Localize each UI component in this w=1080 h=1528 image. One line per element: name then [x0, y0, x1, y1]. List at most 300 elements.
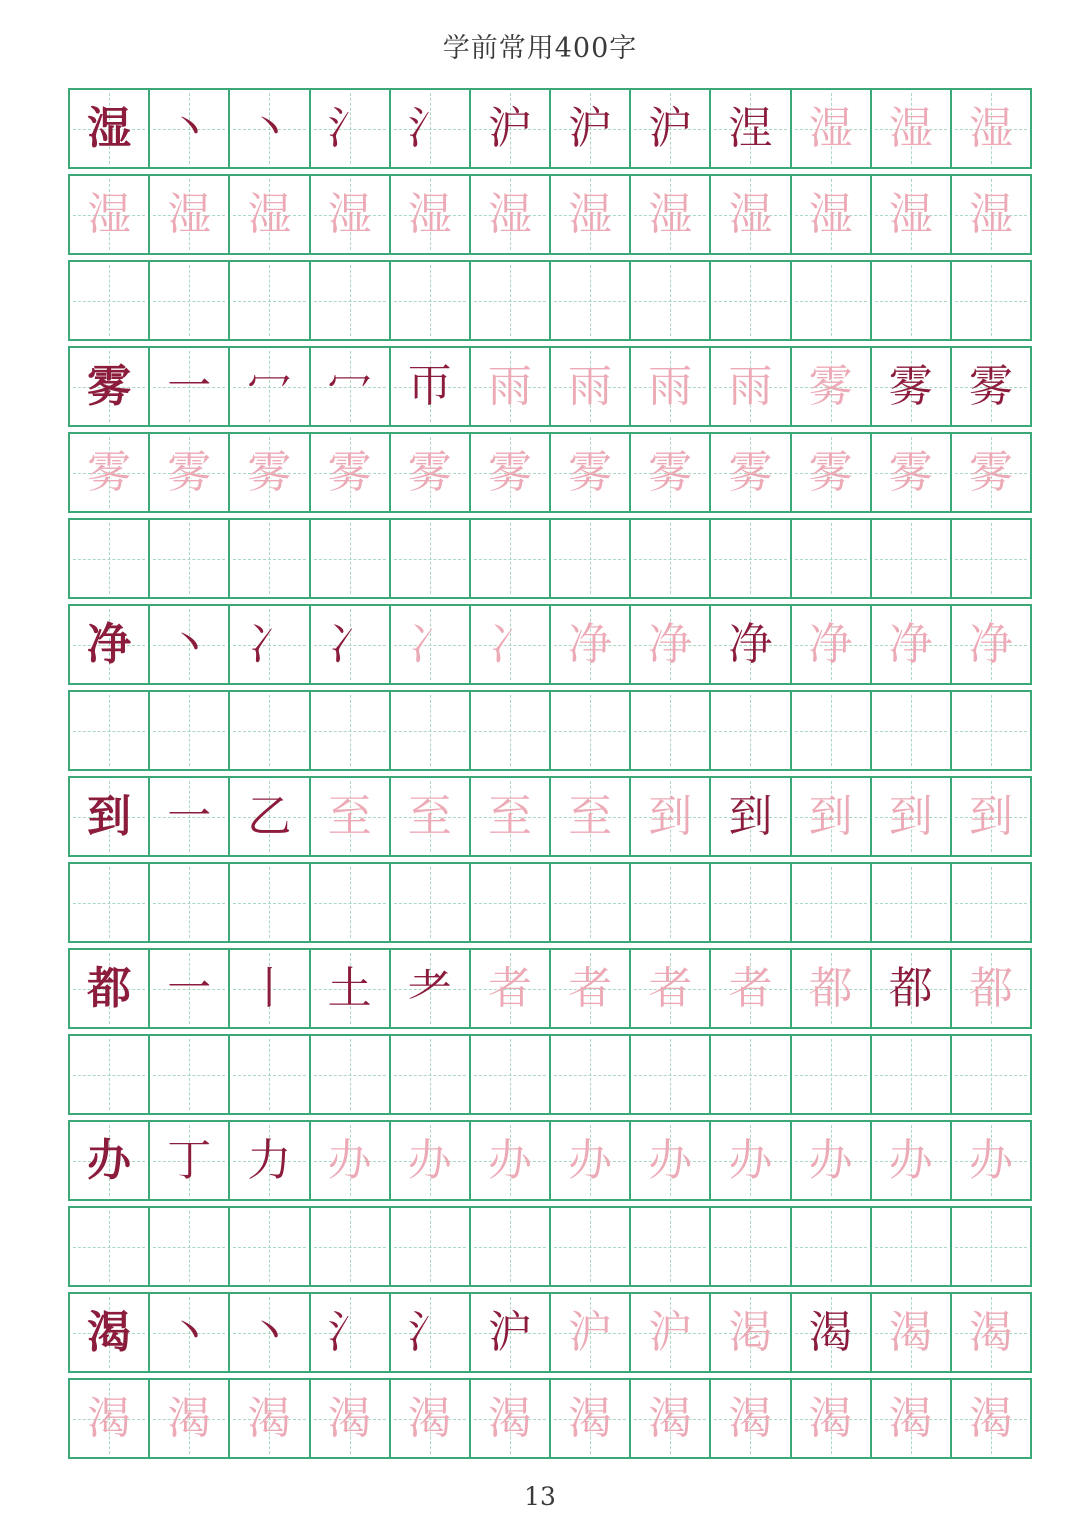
stroke-cell: [790, 950, 870, 1027]
character-glyph: 一: [167, 360, 212, 412]
character-glyph: 雾: [888, 360, 933, 412]
stroke-cell: [870, 434, 950, 511]
character-glyph: 办: [968, 1134, 1013, 1186]
stroke-cell: [309, 606, 389, 683]
stroke-cell: [70, 434, 148, 511]
stroke-cell: [629, 1294, 709, 1371]
blank-writing-cell[interactable]: [228, 520, 308, 597]
character-glyph: 净: [87, 618, 132, 670]
blank-writing-cell[interactable]: [309, 864, 389, 941]
character-glyph: 雨: [568, 360, 613, 412]
character-glyph: 湿: [648, 188, 693, 240]
stroke-cell: [709, 778, 789, 855]
character-glyph: 湿: [888, 102, 933, 154]
character-glyph: 湿: [167, 188, 212, 240]
blank-writing-cell[interactable]: [389, 692, 469, 769]
blank-writing-cell[interactable]: [70, 262, 148, 339]
stroke-cell: [389, 606, 469, 683]
blank-writing-cell[interactable]: [549, 262, 629, 339]
model-character-cell: [70, 606, 148, 683]
stroke-cell: [950, 434, 1030, 511]
blank-writing-cell[interactable]: [870, 1036, 950, 1113]
blank-writing-cell[interactable]: [228, 1036, 308, 1113]
stroke-cell: [389, 90, 469, 167]
model-character-cell: [70, 1122, 148, 1199]
character-glyph: 乙: [247, 790, 292, 842]
character-glyph: 雾: [808, 446, 853, 498]
character-glyph: 氵: [407, 102, 452, 154]
practice-row-strokes: [68, 776, 1032, 857]
blank-writing-cell[interactable]: [549, 520, 629, 597]
character-glyph: 到: [87, 790, 132, 842]
character-glyph: 丶: [167, 1306, 212, 1358]
practice-grid: [68, 88, 1032, 1464]
character-glyph: 雾: [968, 360, 1013, 412]
stroke-cell: [870, 1380, 950, 1457]
stroke-cell: [70, 176, 148, 253]
character-glyph: 湿: [568, 188, 613, 240]
character-glyph: 到: [968, 790, 1013, 842]
blank-writing-cell[interactable]: [629, 1208, 709, 1285]
model-character-cell: [70, 348, 148, 425]
stroke-cell: [709, 90, 789, 167]
character-glyph: 冫: [247, 618, 292, 670]
stroke-cell: [389, 950, 469, 1027]
character-glyph: 沪: [568, 1306, 613, 1358]
character-glyph: 湿: [87, 102, 132, 154]
blank-writing-cell[interactable]: [549, 692, 629, 769]
stroke-cell: [389, 1380, 469, 1457]
blank-writing-cell[interactable]: [629, 692, 709, 769]
character-glyph: 办: [808, 1134, 853, 1186]
blank-writing-cell[interactable]: [549, 1208, 629, 1285]
stroke-cell: [228, 90, 308, 167]
character-glyph: 者: [648, 962, 693, 1014]
blank-writing-cell[interactable]: [790, 262, 870, 339]
character-glyph: 丨: [247, 962, 292, 1014]
character-glyph: 土: [327, 962, 372, 1014]
character-glyph: 至: [487, 790, 532, 842]
stroke-cell: [549, 1294, 629, 1371]
character-glyph: 净: [888, 618, 933, 670]
stroke-cell: [148, 950, 228, 1027]
stroke-cell: [950, 1294, 1030, 1371]
blank-writing-cell[interactable]: [709, 1036, 789, 1113]
practice-row-blank: [68, 1206, 1032, 1287]
stroke-cell: [549, 434, 629, 511]
stroke-cell: [228, 176, 308, 253]
blank-writing-cell[interactable]: [790, 1208, 870, 1285]
stroke-cell: [549, 348, 629, 425]
stroke-cell: [309, 950, 389, 1027]
character-glyph: 到: [888, 790, 933, 842]
page-number: 13: [524, 1482, 556, 1511]
blank-writing-cell[interactable]: [469, 1208, 549, 1285]
blank-writing-cell[interactable]: [790, 692, 870, 769]
stroke-cell: [549, 1122, 629, 1199]
blank-writing-cell[interactable]: [870, 864, 950, 941]
blank-writing-cell[interactable]: [790, 1036, 870, 1113]
stroke-cell: [389, 1122, 469, 1199]
character-glyph: 渴: [888, 1306, 933, 1358]
stroke-cell: [870, 1294, 950, 1371]
blank-writing-cell[interactable]: [870, 1208, 950, 1285]
blank-writing-cell[interactable]: [389, 864, 469, 941]
character-glyph: 办: [888, 1134, 933, 1186]
character-glyph: 渴: [87, 1306, 132, 1358]
character-glyph: 办: [407, 1134, 452, 1186]
stroke-cell: [870, 606, 950, 683]
stroke-cell: [549, 778, 629, 855]
blank-writing-cell[interactable]: [389, 1208, 469, 1285]
stroke-cell: [790, 778, 870, 855]
character-glyph: 湿: [808, 102, 853, 154]
stroke-cell: [950, 176, 1030, 253]
character-glyph: 丶: [247, 102, 292, 154]
character-glyph: 雾: [568, 446, 613, 498]
blank-writing-cell[interactable]: [629, 262, 709, 339]
stroke-cell: [469, 90, 549, 167]
blank-writing-cell[interactable]: [950, 1036, 1030, 1113]
character-glyph: 冫: [407, 618, 452, 670]
practice-row-strokes: [68, 1120, 1032, 1201]
character-glyph: 丶: [167, 102, 212, 154]
character-glyph: 渴: [808, 1306, 853, 1358]
character-glyph: 到: [728, 790, 773, 842]
stroke-cell: [228, 1122, 308, 1199]
stroke-cell: [469, 1380, 549, 1457]
character-glyph: 雾: [327, 446, 372, 498]
practice-row-trace: [68, 432, 1032, 513]
stroke-cell: [790, 434, 870, 511]
character-glyph: 湿: [247, 188, 292, 240]
stroke-cell: [629, 606, 709, 683]
practice-row-blank: [68, 690, 1032, 771]
blank-writing-cell[interactable]: [228, 692, 308, 769]
practice-row-blank: [68, 862, 1032, 943]
stroke-cell: [228, 950, 308, 1027]
character-glyph: 渴: [87, 1392, 132, 1444]
character-glyph: 丁: [167, 1134, 212, 1186]
character-glyph: 沪: [648, 102, 693, 154]
character-glyph: 雨: [487, 360, 532, 412]
character-glyph: 雾: [87, 446, 132, 498]
character-glyph: 渴: [407, 1392, 452, 1444]
blank-writing-cell[interactable]: [790, 864, 870, 941]
character-glyph: 沪: [487, 102, 532, 154]
stroke-cell: [950, 90, 1030, 167]
stroke-cell: [469, 950, 549, 1027]
blank-writing-cell[interactable]: [148, 864, 228, 941]
character-glyph: 雨: [728, 360, 773, 412]
character-glyph: 渴: [888, 1392, 933, 1444]
stroke-cell: [148, 1294, 228, 1371]
blank-writing-cell[interactable]: [228, 1208, 308, 1285]
stroke-cell: [469, 1294, 549, 1371]
character-glyph: 渴: [968, 1306, 1013, 1358]
character-glyph: 渴: [327, 1392, 372, 1444]
stroke-cell: [870, 90, 950, 167]
character-glyph: 渴: [487, 1392, 532, 1444]
stroke-cell: [790, 176, 870, 253]
character-glyph: 者: [728, 962, 773, 1014]
stroke-cell: [309, 348, 389, 425]
blank-writing-cell[interactable]: [549, 864, 629, 941]
blank-writing-cell[interactable]: [709, 262, 789, 339]
model-character-cell: [70, 90, 148, 167]
blank-writing-cell[interactable]: [148, 520, 228, 597]
stroke-cell: [469, 176, 549, 253]
character-glyph: 雾: [968, 446, 1013, 498]
character-glyph: 雾: [808, 360, 853, 412]
blank-writing-cell[interactable]: [709, 864, 789, 941]
character-glyph: 都: [888, 962, 933, 1014]
blank-writing-cell[interactable]: [309, 262, 389, 339]
blank-writing-cell[interactable]: [389, 520, 469, 597]
stroke-cell: [629, 778, 709, 855]
character-glyph: 涅: [728, 102, 773, 154]
blank-writing-cell[interactable]: [70, 1036, 148, 1113]
stroke-cell: [870, 778, 950, 855]
blank-writing-cell[interactable]: [549, 1036, 629, 1113]
stroke-cell: [549, 1380, 629, 1457]
character-glyph: 湿: [87, 188, 132, 240]
practice-row-trace: [68, 1378, 1032, 1459]
practice-row-blank: [68, 518, 1032, 599]
character-glyph: 帀: [407, 360, 452, 412]
character-glyph: 氵: [327, 1306, 372, 1358]
stroke-cell: [228, 778, 308, 855]
stroke-cell: [148, 1122, 228, 1199]
character-glyph: 都: [87, 962, 132, 1014]
stroke-cell: [389, 778, 469, 855]
character-glyph: 湿: [728, 188, 773, 240]
blank-writing-cell[interactable]: [469, 692, 549, 769]
character-glyph: 氵: [407, 1306, 452, 1358]
character-glyph: 办: [87, 1134, 132, 1186]
character-glyph: 沪: [648, 1306, 693, 1358]
stroke-cell: [950, 1380, 1030, 1457]
blank-writing-cell[interactable]: [950, 262, 1030, 339]
blank-writing-cell[interactable]: [309, 1208, 389, 1285]
stroke-cell: [228, 434, 308, 511]
character-glyph: 净: [648, 618, 693, 670]
practice-row-strokes: [68, 1292, 1032, 1373]
stroke-cell: [629, 1122, 709, 1199]
character-glyph: 湿: [407, 188, 452, 240]
blank-writing-cell[interactable]: [70, 520, 148, 597]
character-glyph: 渴: [648, 1392, 693, 1444]
character-glyph: 办: [487, 1134, 532, 1186]
blank-writing-cell[interactable]: [709, 692, 789, 769]
stroke-cell: [790, 1294, 870, 1371]
character-glyph: 净: [568, 618, 613, 670]
character-glyph: 渴: [968, 1392, 1013, 1444]
blank-writing-cell[interactable]: [148, 1208, 228, 1285]
stroke-cell: [549, 606, 629, 683]
blank-writing-cell[interactable]: [709, 520, 789, 597]
practice-row-strokes: [68, 604, 1032, 685]
character-glyph: 一: [167, 790, 212, 842]
character-glyph: 者: [487, 962, 532, 1014]
blank-writing-cell[interactable]: [469, 262, 549, 339]
blank-writing-cell[interactable]: [790, 520, 870, 597]
stroke-cell: [629, 348, 709, 425]
character-glyph: 办: [728, 1134, 773, 1186]
blank-writing-cell[interactable]: [870, 692, 950, 769]
stroke-cell: [148, 348, 228, 425]
character-glyph: 渴: [167, 1392, 212, 1444]
character-glyph: 一: [167, 962, 212, 1014]
character-glyph: 渴: [247, 1392, 292, 1444]
stroke-cell: [629, 176, 709, 253]
stroke-cell: [389, 434, 469, 511]
practice-row-strokes: [68, 948, 1032, 1029]
stroke-cell: [309, 778, 389, 855]
blank-writing-cell[interactable]: [870, 520, 950, 597]
stroke-cell: [950, 606, 1030, 683]
blank-writing-cell[interactable]: [389, 262, 469, 339]
blank-writing-cell[interactable]: [148, 1036, 228, 1113]
model-character-cell: [70, 778, 148, 855]
stroke-cell: [148, 1380, 228, 1457]
stroke-cell: [309, 1380, 389, 1457]
character-glyph: 渇: [728, 1306, 773, 1358]
character-glyph: 办: [568, 1134, 613, 1186]
stroke-cell: [469, 606, 549, 683]
blank-writing-cell[interactable]: [309, 1036, 389, 1113]
character-glyph: 湿: [808, 188, 853, 240]
stroke-cell: [950, 950, 1030, 1027]
stroke-cell: [709, 434, 789, 511]
blank-writing-cell[interactable]: [950, 520, 1030, 597]
stroke-cell: [549, 90, 629, 167]
stroke-cell: [709, 176, 789, 253]
blank-writing-cell[interactable]: [469, 1036, 549, 1113]
blank-writing-cell[interactable]: [629, 864, 709, 941]
stroke-cell: [790, 1380, 870, 1457]
blank-writing-cell[interactable]: [389, 1036, 469, 1113]
character-glyph: 沪: [568, 102, 613, 154]
stroke-cell: [309, 90, 389, 167]
stroke-cell: [309, 176, 389, 253]
blank-writing-cell[interactable]: [629, 520, 709, 597]
stroke-cell: [228, 348, 308, 425]
blank-writing-cell[interactable]: [629, 1036, 709, 1113]
stroke-cell: [709, 606, 789, 683]
character-glyph: 雾: [247, 446, 292, 498]
blank-writing-cell[interactable]: [70, 864, 148, 941]
stroke-cell: [70, 1380, 148, 1457]
blank-writing-cell[interactable]: [950, 1208, 1030, 1285]
stroke-cell: [309, 1294, 389, 1371]
stroke-cell: [148, 778, 228, 855]
character-glyph: 氵: [327, 102, 372, 154]
stroke-cell: [148, 606, 228, 683]
character-glyph: 渴: [568, 1392, 613, 1444]
character-glyph: 者: [568, 962, 613, 1014]
character-glyph: 净: [808, 618, 853, 670]
character-glyph: 至: [568, 790, 613, 842]
character-glyph: 湿: [327, 188, 372, 240]
blank-writing-cell[interactable]: [148, 262, 228, 339]
stroke-cell: [629, 950, 709, 1027]
stroke-cell: [709, 950, 789, 1027]
stroke-cell: [629, 434, 709, 511]
character-glyph: 办: [648, 1134, 693, 1186]
character-glyph: 至: [327, 790, 372, 842]
character-glyph: 到: [648, 790, 693, 842]
character-glyph: 湿: [968, 188, 1013, 240]
stroke-cell: [549, 176, 629, 253]
character-glyph: 冫: [327, 618, 372, 670]
character-glyph: 雾: [87, 360, 132, 412]
practice-row-trace: [68, 174, 1032, 255]
stroke-cell: [389, 348, 469, 425]
stroke-cell: [228, 1380, 308, 1457]
blank-writing-cell[interactable]: [228, 262, 308, 339]
stroke-cell: [629, 1380, 709, 1457]
stroke-cell: [148, 434, 228, 511]
blank-writing-cell[interactable]: [148, 692, 228, 769]
character-glyph: 渴: [728, 1392, 773, 1444]
blank-writing-cell[interactable]: [70, 692, 148, 769]
stroke-cell: [870, 950, 950, 1027]
stroke-cell: [709, 1380, 789, 1457]
blank-writing-cell[interactable]: [70, 1208, 148, 1285]
character-glyph: 到: [808, 790, 853, 842]
stroke-cell: [148, 90, 228, 167]
stroke-cell: [790, 348, 870, 425]
stroke-cell: [309, 434, 389, 511]
character-glyph: 雾: [167, 446, 212, 498]
model-character-cell: [70, 1294, 148, 1371]
stroke-cell: [790, 606, 870, 683]
blank-writing-cell[interactable]: [950, 692, 1030, 769]
character-glyph: 都: [808, 962, 853, 1014]
blank-writing-cell[interactable]: [950, 864, 1030, 941]
blank-writing-cell[interactable]: [870, 262, 950, 339]
character-glyph: 湿: [487, 188, 532, 240]
blank-writing-cell[interactable]: [469, 864, 549, 941]
character-glyph: 丶: [167, 618, 212, 670]
stroke-cell: [629, 90, 709, 167]
stroke-cell: [148, 176, 228, 253]
stroke-cell: [389, 1294, 469, 1371]
character-glyph: 雾: [648, 446, 693, 498]
blank-writing-cell[interactable]: [469, 520, 549, 597]
stroke-cell: [549, 950, 629, 1027]
stroke-cell: [709, 1122, 789, 1199]
character-glyph: 湿: [888, 188, 933, 240]
character-glyph: 冫: [487, 618, 532, 670]
character-glyph: 净: [728, 618, 773, 670]
character-glyph: 雾: [728, 446, 773, 498]
character-glyph: 至: [407, 790, 452, 842]
blank-writing-cell[interactable]: [309, 692, 389, 769]
stroke-cell: [790, 1122, 870, 1199]
blank-writing-cell[interactable]: [228, 864, 308, 941]
character-glyph: 雨: [648, 360, 693, 412]
character-glyph: 办: [327, 1134, 372, 1186]
model-character-cell: [70, 950, 148, 1027]
stroke-cell: [870, 348, 950, 425]
blank-writing-cell[interactable]: [709, 1208, 789, 1285]
character-glyph: 冖: [327, 360, 372, 412]
character-glyph: 雾: [407, 446, 452, 498]
blank-writing-cell[interactable]: [309, 520, 389, 597]
stroke-cell: [790, 90, 870, 167]
